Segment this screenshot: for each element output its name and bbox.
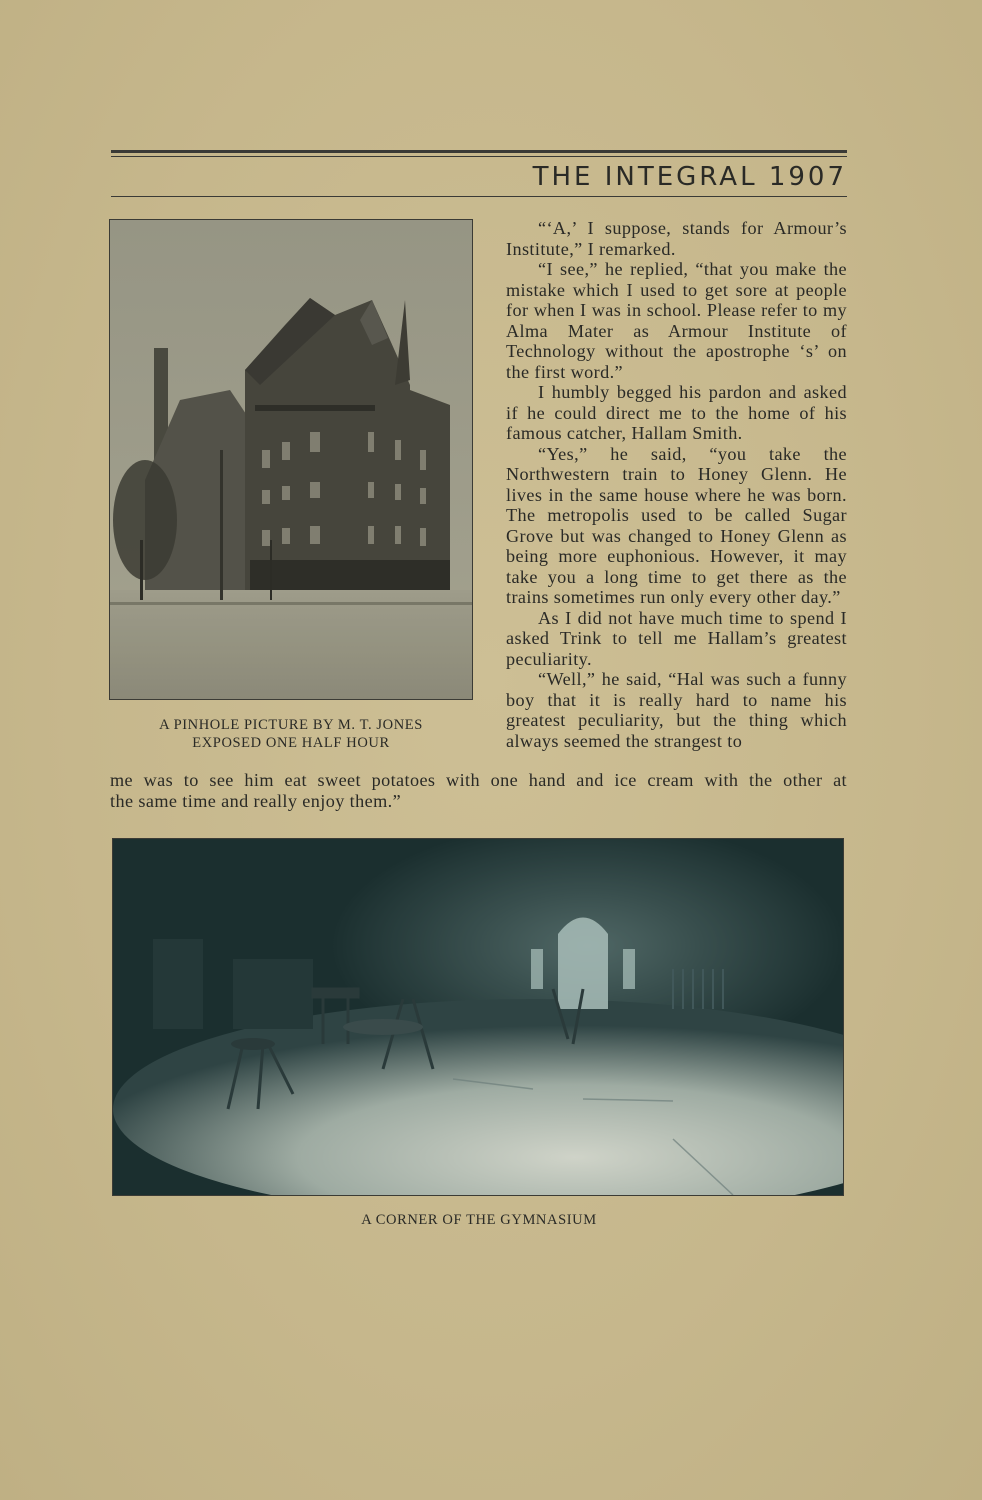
full-width-line-2: the same time and really enjoy them.” <box>110 790 402 811</box>
building-photograph <box>109 219 473 700</box>
figure-caption-gymnasium: A CORNER OF THE GYMNASIUM <box>361 1212 597 1228</box>
body-text-column <box>506 218 847 751</box>
paragraph-3: I humbly begged his pardon and asked if he could direct me to the home of his famous catcher, Hallam Smith. <box>506 382 847 443</box>
paragraph-4: “Yes,” he said, “you take the Northwestern train to Honey Glenn. He lives in the same house where he was born. The metropolis used to be called Sugar Grove but was changed to Honey Glenn as being more euphonious. However, it may take you a long time to get there as the trains sometimes run only every other day.” <box>506 443 847 607</box>
paragraph-6: “Well,” he said, “Hal was such a funny boy that it is really hard to name his greatest peculiarity, but the thing which always seemed the strangest to <box>506 669 847 751</box>
full-width-line-1: me was to see him eat sweet potatoes with one hand and ice cream with the other at <box>110 770 847 790</box>
paragraph-1: “‘A,’ I suppose, stands for Armour’s Institute,” I remarked. <box>506 218 847 259</box>
caption-line-2: EXPOSED ONE HALF HOUR <box>192 735 390 751</box>
caption-line-1: A PINHOLE PICTURE BY M. T. JONES <box>159 717 423 733</box>
header-rule-thin <box>111 156 847 157</box>
body-text-full-width <box>110 770 847 811</box>
figure-caption-pinhole <box>109 716 473 752</box>
running-header-title: THE INTEGRAL 1907 <box>532 162 847 192</box>
paragraph-5: As I did not have much time to spend I asked Trink to tell me Hallam’s greatest peculiarity. <box>506 607 847 669</box>
gymnasium-photograph <box>112 838 844 1196</box>
header-rule-bottom <box>111 196 847 197</box>
paragraph-2: “I see,” he replied, “that you make the mistake which I used to get sore at people for when I was in school. Please refer to my Alma Mater as Armour Institute of Technology without the apostrophe ‘s’ on the first word.” <box>506 259 847 382</box>
header-rule-thick <box>111 150 847 153</box>
